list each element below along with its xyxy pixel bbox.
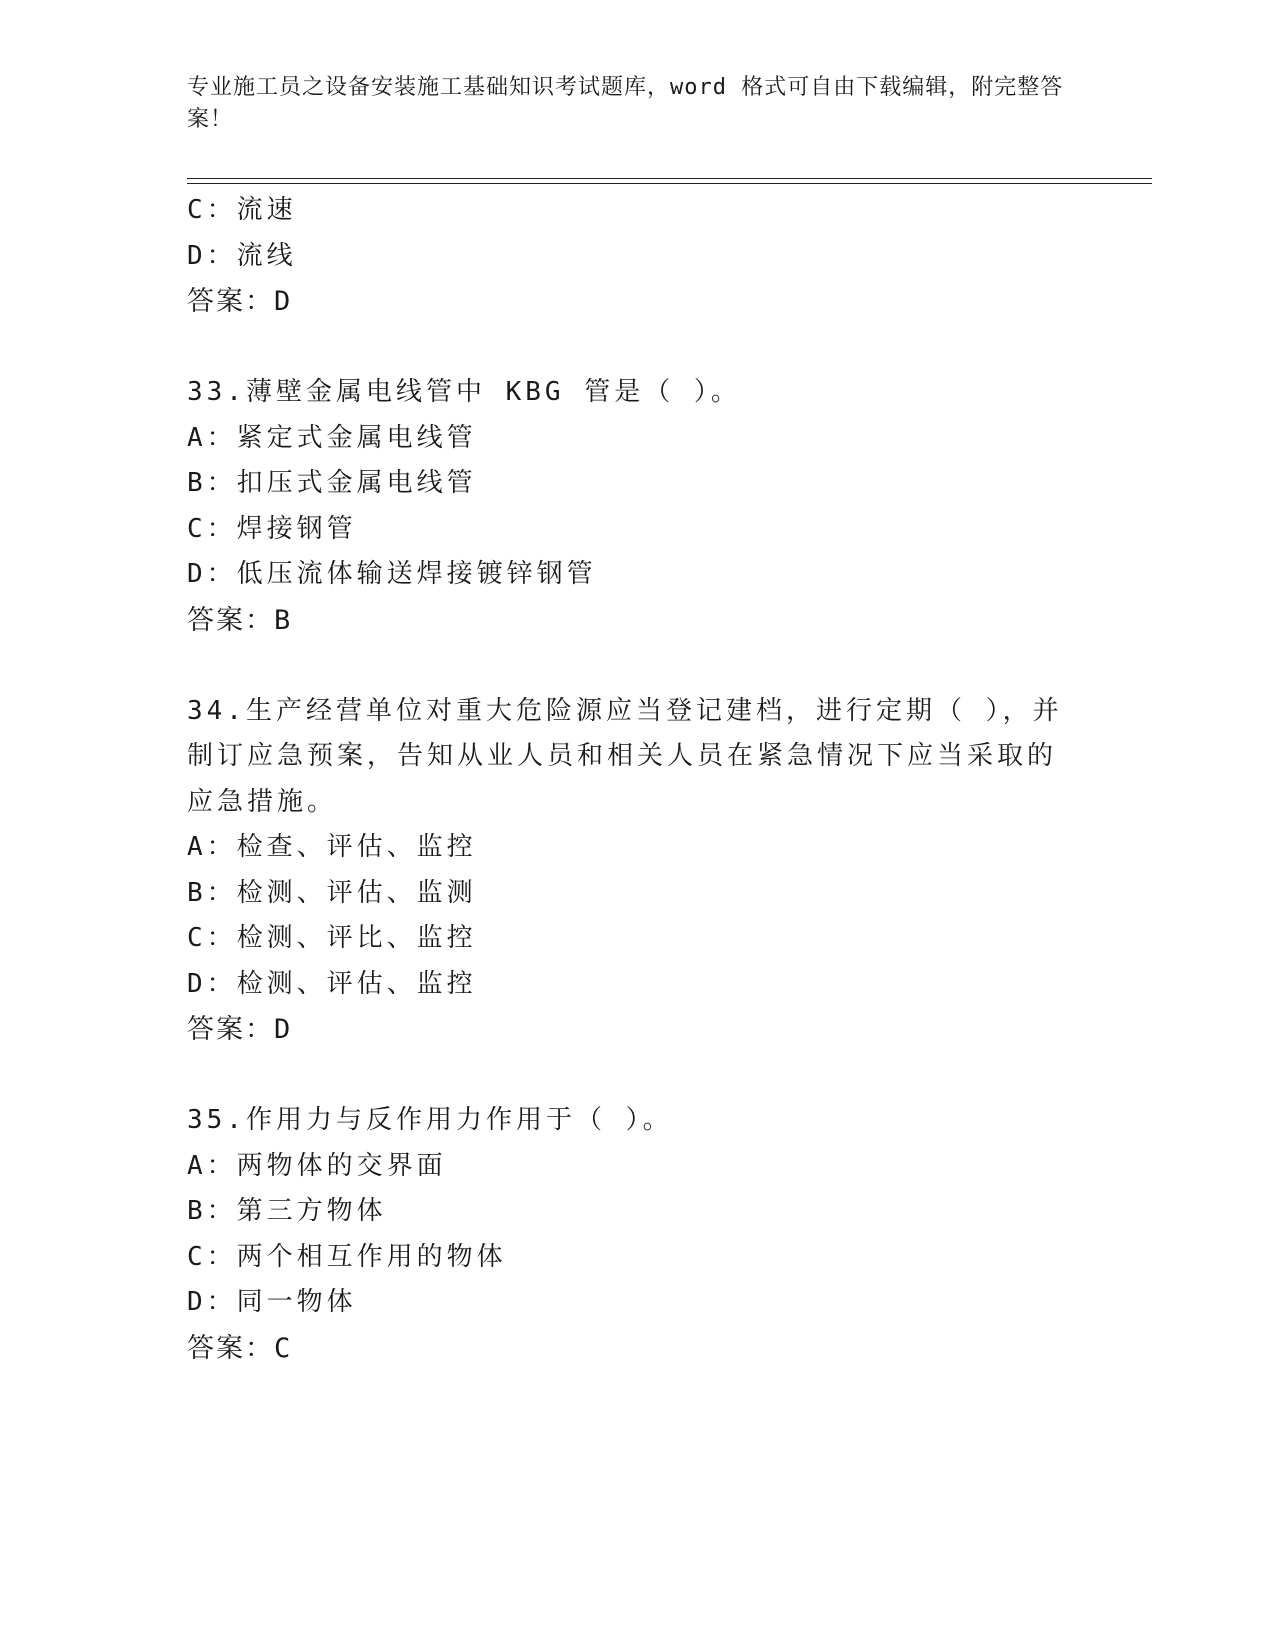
question-text: 33.薄壁金属电线管中 KBG 管是（ ）。 [187, 377, 741, 407]
question-block-33 [187, 370, 1087, 643]
option-c: C：两个相互作用的物体 [187, 1241, 507, 1272]
document-header: 专业施工员之设备安装施工基础知识考试题库，word 格式可自由下载编辑，附完整答案！ [187, 75, 1064, 132]
option-a: A：两物体的交界面 [187, 1150, 447, 1181]
option-d: D：低压流体输送焊接镀锌钢管 [187, 559, 597, 589]
question-block-34 [187, 689, 1087, 1053]
answer-line: 答案：C [187, 1332, 293, 1364]
option-c: C：焊接钢管 [187, 513, 357, 544]
spacer [187, 325, 1087, 371]
option-c: C：检测、评比、监控 [187, 923, 477, 953]
header-rule-top [187, 178, 1152, 179]
question-block-35 [187, 1098, 1087, 1371]
question-content [187, 188, 1087, 1371]
prev-question-block [187, 188, 1087, 325]
option-c: C：流速 [187, 195, 297, 225]
answer-line: 答案：D [187, 286, 293, 317]
option-b: B：检测、评估、监测 [187, 877, 477, 908]
spacer [187, 1053, 1087, 1099]
option-a: A：紧定式金属电线管 [187, 422, 477, 453]
option-b: B：第三方物体 [187, 1196, 387, 1226]
option-b: B：扣压式金属电线管 [187, 468, 477, 498]
question-text: 35.作用力与反作用力作用于（ ）。 [187, 1105, 673, 1135]
option-d: D：检测、评估、监控 [187, 968, 477, 999]
answer-line: 答案：D [187, 1014, 293, 1045]
option-d: D：同一物体 [187, 1287, 357, 1317]
option-d: D：流线 [187, 240, 297, 271]
spacer [187, 643, 1087, 689]
question-text: 34.生产经营单位对重大危险源应当登记建档，进行定期（ ），并制订应急预案，告知从业人员和相关人员在紧急情况下应当采取的应急措施。 [187, 695, 1063, 817]
option-a: A：检查、评估、监控 [187, 832, 477, 862]
header-rule-bottom [187, 183, 1152, 184]
answer-line: 答案：B [187, 604, 293, 636]
